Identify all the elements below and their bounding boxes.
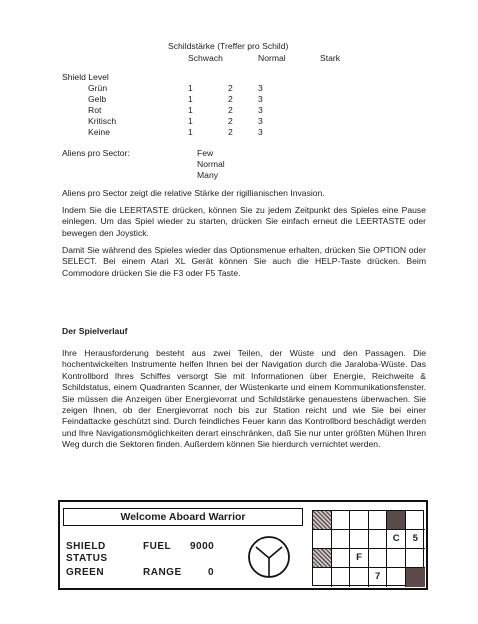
scanner-cell — [387, 568, 406, 587]
row-value: 3 — [258, 127, 263, 137]
row-value: 1 — [188, 127, 193, 137]
scanner-cell — [332, 530, 351, 549]
range-value: 0 — [208, 567, 215, 578]
status-label: STATUS — [66, 553, 108, 564]
row-value: 1 — [188, 116, 193, 126]
scanner-cell — [387, 549, 406, 568]
paragraph-pause: Indem Sie die LEERTASTE drücken, können Sie zu jedem Zeitpunkt des Spieles eine Pause einlegen. Um das Spiel wieder zu starten, drücken Sie einfach erneut die LEERTASTE oder bewegen den Joystick. — [62, 205, 426, 238]
shield-label: SHIELD — [66, 541, 106, 552]
row-value: 1 — [188, 83, 193, 93]
section-title: Der Spielverlauf — [62, 326, 128, 336]
row-value: 3 — [258, 94, 263, 104]
shield-level-label: Shield Level — [62, 72, 109, 82]
column-header-strong: Stark — [320, 53, 341, 63]
scanner-cell-f: F — [350, 549, 369, 568]
aliens-option-many: Many — [197, 170, 219, 180]
scanner-cell-c: C — [387, 530, 406, 549]
quadrant-scanner — [312, 510, 424, 586]
scanner-cell — [369, 530, 388, 549]
radar-scanner-icon — [246, 534, 292, 580]
paragraph-aliens: Aliens pro Sector zeigt die relative Stärke der rigillianischen Invasion. — [62, 188, 325, 198]
scanner-cell — [369, 549, 388, 568]
aliens-option-few: Few — [197, 148, 214, 158]
shield-table-title: Schildstärke (Treffer pro Schild) — [168, 41, 289, 51]
scanner-cell-7: 7 — [369, 568, 388, 587]
scanner-cell — [313, 549, 332, 568]
row-value: 2 — [228, 83, 233, 93]
paragraph-gameplay: Ihre Herausforderung besteht aus zwei Teilen, der Wüste und den Passagen. Die hochentwickelten Instrumente helfen Ihnen bei der Navigation durch die Jaraloba-Wüste. Das Kontrollbord Ihres Schiffes versorgt Sie mit Informationen über Energie, Reichweite & Schildstatus, einem Quadranten Scanner, der Wüstenkarte und einem Kommunikationsfenster. Sie müssen die Anzeigen über Energievorrat und Schildstärke genauestens überwachen. Sie zeigen Ihnen, ob der Energievorrat noch bis zur Station reicht und wie Sie bei einer Feindattacke geschützt sind. Durch feindliches Feuer kann das Kontrollbord beschädigt werden und Ihre Navigationsmöglichkeiten derart einschränken, daß Sie nur unter größten Mühen Ihren Weg durch die Sektoren finden. Außerdem können Sie hierdurch vernichtet werden. — [62, 348, 426, 450]
scanner-cell-5: 5 — [406, 530, 425, 549]
aliens-option-normal: Normal — [197, 159, 225, 169]
scanner-cell — [332, 511, 351, 530]
row-label: Grün — [88, 83, 108, 93]
scanner-cell — [313, 511, 332, 530]
scanner-cell — [350, 530, 369, 549]
scanner-cell — [332, 549, 351, 568]
row-label: Gelb — [88, 94, 107, 104]
row-value: 3 — [258, 105, 263, 115]
scanner-cell — [350, 568, 369, 587]
scanner-cell — [406, 568, 425, 587]
scanner-cell — [369, 511, 388, 530]
row-value: 3 — [258, 83, 263, 93]
scanner-cell — [406, 549, 425, 568]
fuel-value: 9000 — [190, 541, 215, 552]
row-value: 2 — [228, 127, 233, 137]
row-value: 2 — [228, 116, 233, 126]
welcome-banner: Welcome Aboard Warrior — [63, 508, 303, 526]
row-value: 2 — [228, 94, 233, 104]
shield-status-value: GREEN — [66, 567, 105, 578]
scanner-cell — [406, 511, 425, 530]
row-value: 1 — [188, 105, 193, 115]
column-header-normal: Normal — [258, 53, 286, 63]
paragraph-options: Damit Sie während des Spieles wieder das Optionsmenue erhalten, drücken Sie OPTION oder SELECT. Bei einem Atari XL Gerät können Sie auch die HELP-Taste drücken. Beim Commodore drücken Sie die F3 oder F5 Taste. — [62, 245, 426, 278]
scanner-cell — [313, 568, 332, 587]
scanner-cell — [332, 568, 351, 587]
aliens-label: Aliens pro Sector: — [62, 148, 130, 158]
range-label: RANGE — [143, 567, 182, 578]
scanner-cell — [313, 530, 332, 549]
row-label: Keine — [88, 127, 110, 137]
fuel-label: FUEL — [143, 541, 172, 552]
row-value: 1 — [188, 94, 193, 104]
column-header-weak: Schwach — [188, 53, 223, 63]
row-label: Kritisch — [88, 116, 117, 126]
row-label: Rot — [88, 105, 102, 115]
scanner-cell — [387, 511, 406, 530]
scanner-cell — [350, 511, 369, 530]
row-value: 2 — [228, 105, 233, 115]
row-value: 3 — [258, 116, 263, 126]
